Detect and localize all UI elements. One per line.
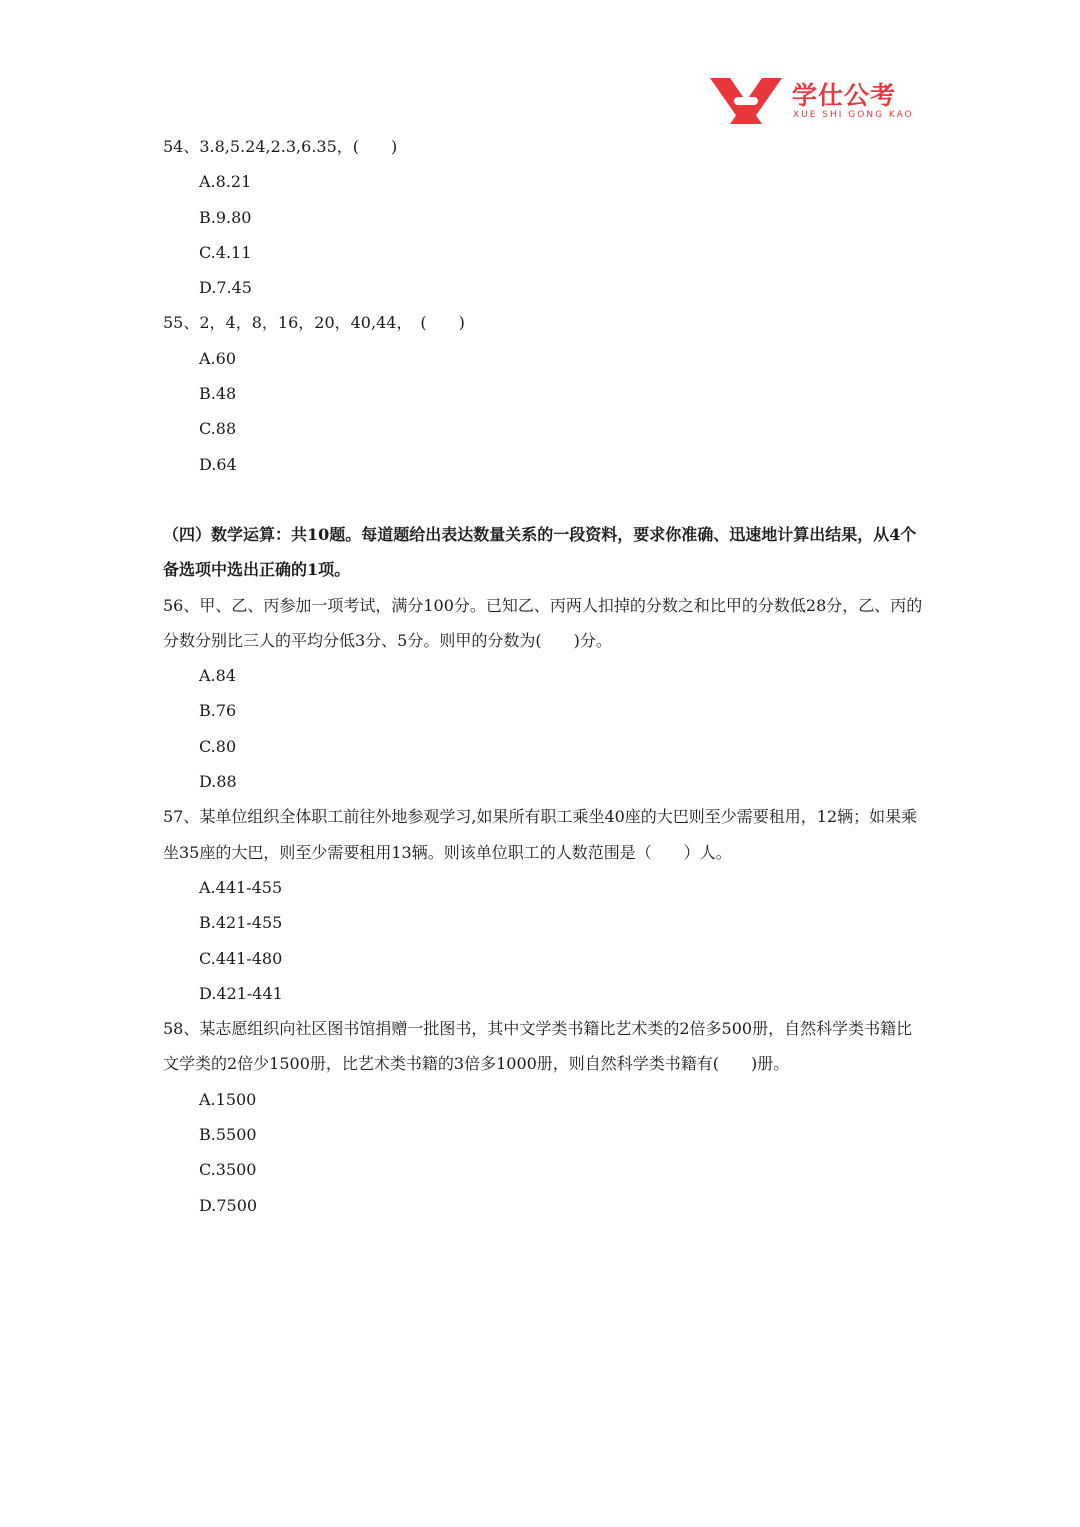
question-stem: 57、某单位组织全体职工前往外地参观学习,如果所有职工乘坐40座的大巴则至少需要租用，12辆；如果乘坐35座的大巴，则至少需要租用13辆。则该单位职工的人数范围是（ ）人。: [163, 807, 918, 862]
question-stem: 58、某志愿组织向社区图书馆捐赠一批图书，其中文学类书籍比艺术类的2倍多500册，自然科学类书籍比文学类的2倍少1500册，比艺术类书籍的3倍多1000册，则自然科学类书籍有( )册。: [163, 1019, 913, 1074]
brand-name-cn: 学仕公考: [792, 81, 897, 110]
brand-name-en: XUE SHI GONG KAO: [793, 110, 914, 120]
question-57: [163, 799, 923, 1011]
option-c: C.88: [199, 419, 237, 439]
question-55: [163, 305, 923, 481]
option-b: B.421-455: [199, 913, 283, 933]
option-d: D.7.45: [199, 278, 252, 298]
option-b: B.48: [199, 384, 237, 404]
option-d: D.64: [199, 454, 237, 474]
question-stem: 55、2，4，8，16，20，40,44， ( ): [163, 313, 465, 333]
option-d: D.88: [199, 772, 237, 792]
option-a: A.84: [199, 666, 236, 686]
question-stem: 54、3.8,5.24,2.3,6.35，( ): [163, 137, 398, 156]
option-b: B.9.80: [199, 207, 252, 227]
option-a: A.441-455: [199, 877, 283, 897]
option-a: A.8.21: [199, 172, 252, 192]
option-c: C.80: [199, 736, 237, 756]
exam-content: [163, 129, 923, 1223]
option-a: A.60: [199, 348, 236, 368]
option-c: C.3500: [199, 1160, 257, 1180]
option-c: C.441-480: [199, 948, 283, 968]
question-56: [163, 588, 923, 800]
option-c: C.4.11: [199, 242, 252, 262]
question-58: [163, 1011, 923, 1223]
question-54: [163, 129, 923, 305]
option-d: D.7500: [199, 1195, 258, 1215]
question-stem: 56、甲、乙、丙参加一项考试，满分100分。已知乙、丙两人扣掉的分数之和比甲的分数低28分，乙、丙的分数分别比三人的平均分低3分、5分。则甲的分数为( )分。: [163, 595, 923, 650]
brand-logo: [710, 76, 920, 126]
xs-logo-icon: [710, 76, 782, 126]
option-d: D.421-441: [199, 983, 283, 1003]
section-title: （四）数学运算：共10题。每道题给出表达数量关系的一段资料，要求你准确、迅速地计算出结果，从4个备选项中选出正确的1项。: [163, 524, 917, 580]
option-b: B.76: [199, 701, 237, 721]
option-a: A.1500: [199, 1089, 257, 1109]
option-b: B.5500: [199, 1125, 257, 1145]
